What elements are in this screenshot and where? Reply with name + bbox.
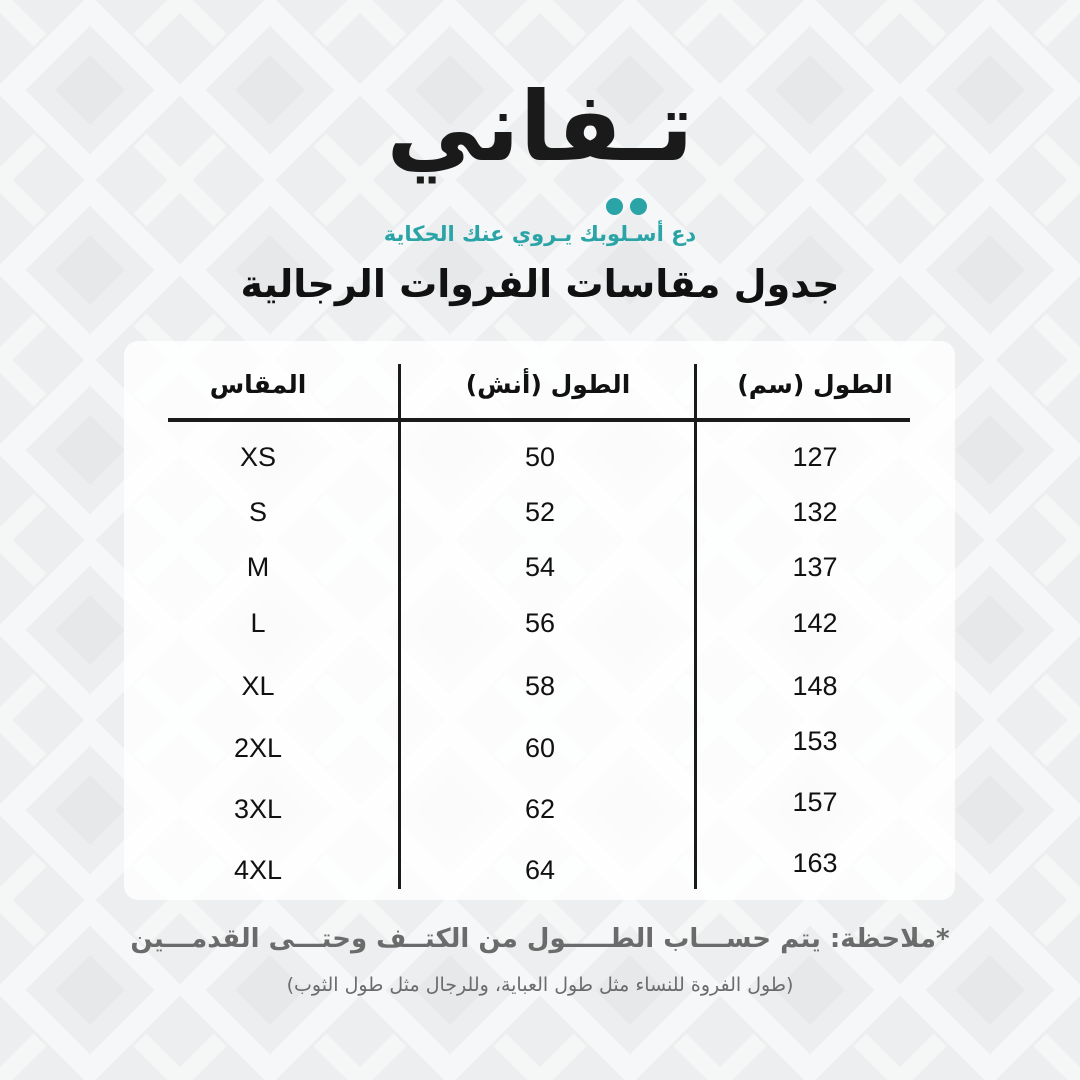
header-divider <box>168 418 910 422</box>
cell-length-cm: 148 <box>792 671 838 701</box>
brand-logo <box>0 62 1080 246</box>
cell-length-inch: 62 <box>524 794 556 824</box>
column-header-length-inch: الطول (أنش) <box>465 370 631 399</box>
cell-size: 4XL <box>233 855 283 885</box>
column-divider <box>398 364 401 889</box>
cell-size: 3XL <box>233 794 283 824</box>
cell-size: XL <box>241 671 275 701</box>
cell-size: M <box>246 552 270 582</box>
logo-tagline: دع أسـلوبك يـروي عنك الحكاية <box>383 222 697 246</box>
note-subtext: (طول الفروة للنساء مثل طول العباية، وللرجال مثل طول الثوب) <box>286 974 794 996</box>
cell-length-cm: 163 <box>792 848 838 878</box>
cell-size: L <box>250 608 266 638</box>
cell-length-inch: 64 <box>524 855 556 885</box>
cell-length-cm: 127 <box>792 442 838 472</box>
cell-length-cm: 153 <box>792 726 838 756</box>
cell-size: XS <box>239 442 277 472</box>
page-title: جدول مقاسات الفروات الرجالية <box>240 262 840 306</box>
column-header-size: المقاس <box>209 370 307 399</box>
cell-size: S <box>248 497 267 527</box>
cell-length-inch: 52 <box>524 497 556 527</box>
cell-length-cm: 157 <box>792 787 838 817</box>
logo-dots-icon <box>606 198 654 219</box>
note-text: *ملاحظة: يتم حســـاب الطـــــول من الكتــف وحتـــى القدمـــين <box>130 924 950 954</box>
cell-length-inch: 56 <box>524 608 556 638</box>
cell-length-inch: 60 <box>524 733 556 763</box>
cell-length-cm: 132 <box>792 497 838 527</box>
cell-length-cm: 137 <box>792 552 838 582</box>
cell-size: 2XL <box>233 733 283 763</box>
logo-wordmark: تـفاني <box>386 71 694 183</box>
cell-length-cm: 142 <box>792 608 838 638</box>
column-divider <box>694 364 697 889</box>
cell-length-inch: 54 <box>524 552 556 582</box>
column-header-length-cm: الطول (سم) <box>737 370 893 399</box>
cell-length-inch: 58 <box>524 671 556 701</box>
cell-length-inch: 50 <box>524 442 556 472</box>
